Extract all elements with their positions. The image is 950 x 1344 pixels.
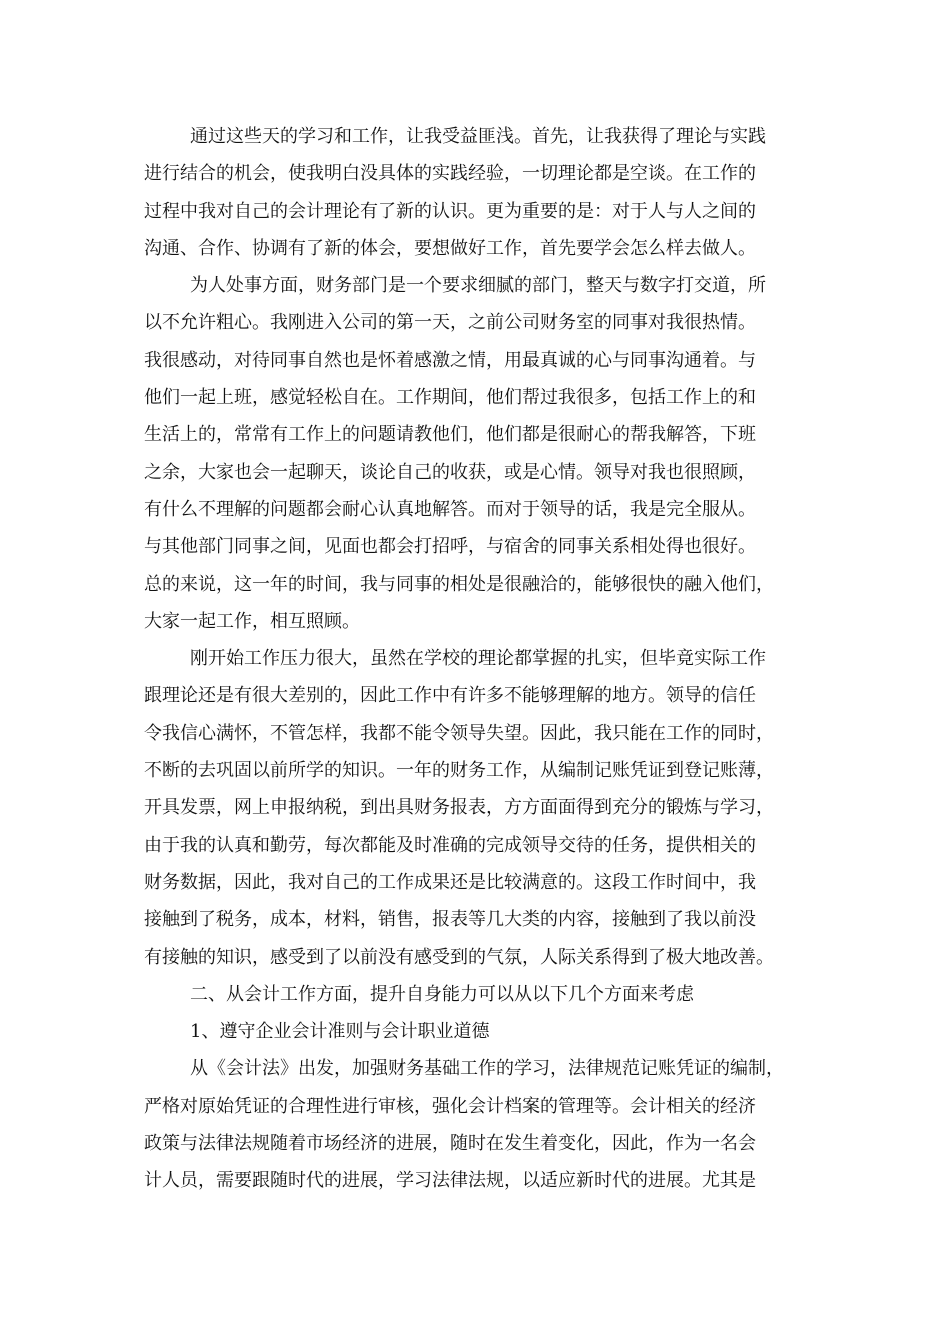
text-line: 有接触的知识，感受到了以前没有感受到的气氛，人际关系得到了极大地改善。 [144, 946, 774, 968]
text-line: 计人员，需要跟随时代的进展，学习法律法规，以适应新时代的进展。尤其是 [144, 1170, 756, 1192]
text-line: 由于我的认真和勤劳，每次都能及时准确的完成领导交待的任务，提供相关的 [144, 834, 756, 856]
text-line: 接触到了税务，成本，材料，销售，报表等几大类的内容，接触到了我以前没 [144, 909, 756, 931]
text-line: 令我信心满怀，不管怎样，我都不能令领导失望。因此，我只能在工作的同时， [144, 722, 774, 744]
text-line: 之余，大家也会一起聊天，谈论自己的收获，或是心情。领导对我也很照顾， [144, 461, 756, 483]
text-line: 二、从会计工作方面，提升自身能力可以从以下几个方面来考虑 [190, 983, 694, 1005]
text-line: 为人处事方面，财务部门是一个要求细腻的部门，整天与数字打交道，所 [190, 275, 766, 297]
text-line: 进行结合的机会，使我明白没具体的实践经验，一切理论都是空谈。在工作的 [144, 163, 756, 185]
text-line: 沟通、合作、协调有了新的体会，要想做好工作，首先要学会怎么样去做人。 [144, 237, 756, 259]
text-line: 刚开始工作压力很大，虽然在学校的理论都掌握的扎实，但毕竟实际工作 [190, 648, 766, 670]
text-line: 以不允许粗心。我刚进入公司的第一天，之前公司财务室的同事对我很热情。 [144, 312, 756, 334]
text-line: 大家一起工作，相互照顾。 [144, 610, 360, 632]
text-line: 总的来说，这一年的时间，我与同事的相处是很融洽的，能够很快的融入他们， [144, 573, 774, 595]
text-line: 生活上的，常常有工作上的问题请教他们，他们都是很耐心的帮我解答，下班 [144, 424, 756, 446]
text-line: 严格对原始凭证的合理性进行审核，强化会计档案的管理等。会计相关的经济 [144, 1095, 756, 1117]
text-line: 通过这些天的学习和工作，让我受益匪浅。首先，让我获得了理论与实践 [190, 126, 766, 147]
document-body [144, 118, 809, 1200]
text-line: 开具发票，网上申报纳税，到出具财务报表，方方面面得到充分的锻炼与学习， [144, 797, 774, 819]
text-line: 1、遵守企业会计准则与会计职业道德 [190, 1021, 490, 1043]
text-line: 不断的去巩固以前所学的知识。一年的财务工作，从编制记账凭证到登记账薄， [144, 760, 774, 782]
text-line: 过程中我对自己的会计理论有了新的认识。更为重要的是：对于人与人之间的 [144, 200, 756, 222]
text-line: 我很感动，对待同事自然也是怀着感激之情，用最真诚的心与同事沟通着。与 [144, 349, 756, 371]
text-line: 跟理论还是有很大差别的，因此工作中有许多不能够理解的地方。领导的信任 [144, 685, 756, 707]
text-line: 政策与法律法规随着市场经济的进展，随时在发生着变化，因此，作为一名会 [144, 1133, 756, 1155]
text-line: 从《会计法》出发，加强财务基础工作的学习，法律规范记账凭证的编制， [190, 1058, 784, 1080]
text-line: 与其他部门同事之间，见面也都会打招呼，与宿舍的同事关系相处得也很好。 [144, 536, 756, 558]
text-line: 他们一起上班，感觉轻松自在。工作期间，他们帮过我很多，包括工作上的和 [144, 387, 756, 409]
text-line: 有什么不理解的问题都会耐心认真地解答。而对于领导的话，我是完全服从。 [144, 498, 756, 520]
text-line: 财务数据，因此，我对自己的工作成果还是比较满意的。这段工作时间中，我 [144, 871, 756, 893]
